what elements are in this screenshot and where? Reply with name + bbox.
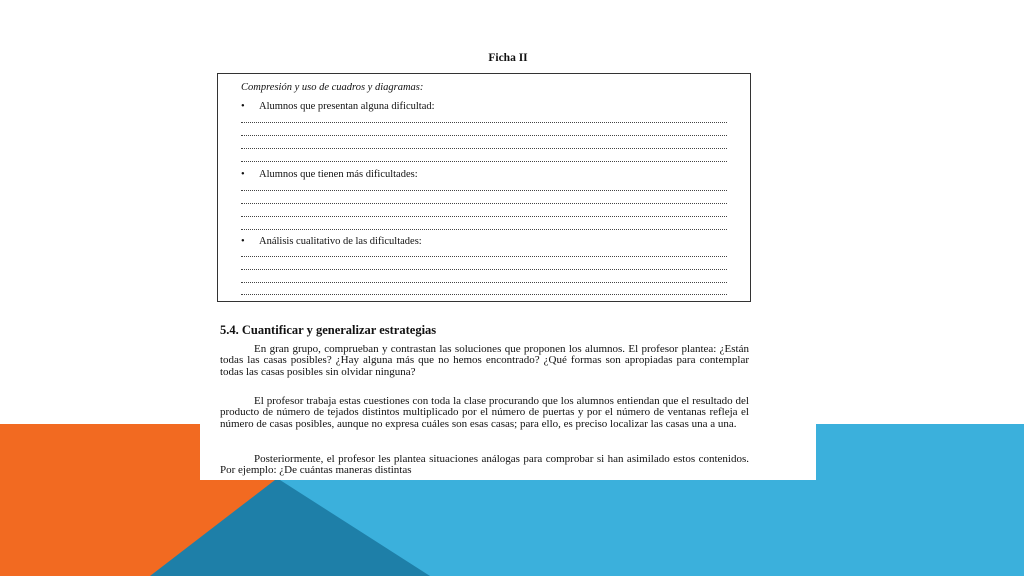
dotted-line [241, 161, 727, 162]
dotted-line [241, 190, 727, 191]
dotted-line [241, 216, 727, 217]
dotted-line [241, 294, 727, 295]
ficha-item [241, 169, 418, 180]
dotted-line [241, 282, 727, 283]
document-page [200, 40, 816, 480]
orange-corner-shape [0, 424, 200, 576]
bullet-icon: • [241, 101, 245, 112]
ficha-item [241, 101, 435, 112]
ficha-item [241, 236, 422, 247]
dotted-line [241, 203, 727, 204]
ficha-item-label: Alumnos que presentan alguna dificultad: [259, 101, 435, 112]
dotted-line [241, 256, 727, 257]
bullet-icon: • [241, 169, 245, 180]
dotted-line [241, 135, 727, 136]
bullet-icon: • [241, 236, 245, 247]
dotted-line [241, 148, 727, 149]
section-title: 5.4. Cuantificar y generalizar estrategias [220, 323, 437, 337]
dotted-line [241, 122, 727, 123]
dotted-line [241, 269, 727, 270]
paragraph: Posteriormente, el profesor les plantea situaciones análogas para comprobar si han asimilado estos contenidos. Por ejemplo: ¿De cuántas maneras distintas [220, 453, 749, 477]
paragraph: En gran grupo, comprueban y contrastan las soluciones que proponen los alumnos. El profesor plantea: ¿Están todas las casas posibles? ¿Hay alguna más que no hemos encontrado? ¿Qué formas son apropiadas para contemplar todas las casas posibles sin olvidar ninguna? [220, 343, 749, 378]
paragraph: El profesor trabaja estas cuestiones con toda la clase procurando que los alumnos entiendan que el resultado del producto de número de tejados distintos multiplicado por el número de puertas y por el número de ventanas refleja el número de casas posibles, aunque no expresa cuáles son esas casas; para ello, es preciso localizar las casas una a una. [220, 395, 749, 430]
ficha-item-label: Análisis cualitativo de las dificultades: [259, 236, 422, 247]
dotted-line [241, 229, 727, 230]
ficha-heading: Compresión y uso de cuadros y diagramas: [241, 82, 424, 93]
ficha-item-label: Alumnos que tienen más dificultades: [259, 169, 418, 180]
ficha-title: Ficha II [488, 52, 528, 64]
ficha-box [217, 73, 751, 302]
